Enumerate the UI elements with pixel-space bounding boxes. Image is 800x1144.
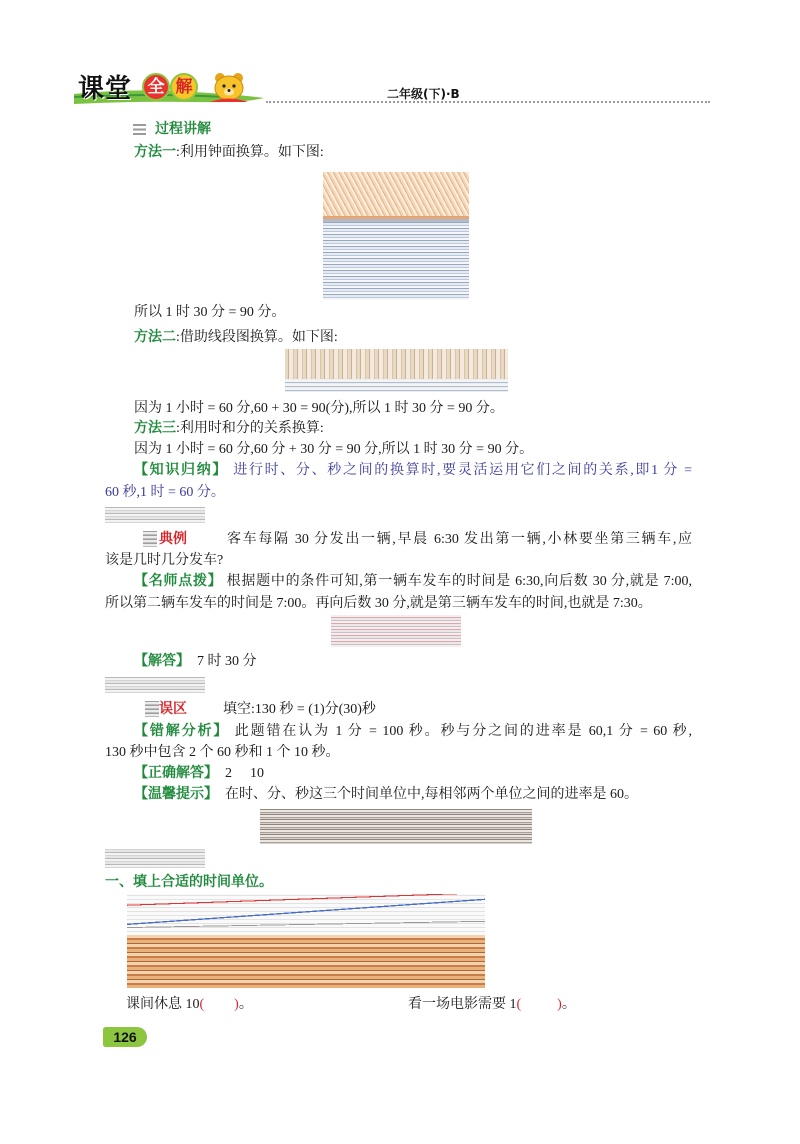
method1-result: 所以 1 时 30 分 = 90 分。 (134, 305, 286, 320)
exercise-item-2 (408, 994, 576, 1015)
error-analysis-label: 【错解分析】 (134, 724, 230, 739)
exercise-item-1-suffix: 。 (238, 997, 253, 1012)
example-section-band (105, 507, 205, 523)
grade-label: 二年级(下)·B (387, 87, 460, 101)
method3-label: 方法三 (134, 421, 176, 436)
logo-title: 课堂 (78, 74, 133, 104)
knowledge-label: 【知识归纳】 (134, 463, 229, 478)
mistake-tag-icon (145, 701, 159, 717)
mistake-tag: 误区 (159, 702, 187, 717)
logo-circle-jie: 解 (170, 73, 198, 101)
timeline-figure (331, 615, 461, 647)
reminder-label: 【温馨提示】 (134, 787, 218, 802)
exercise-item-2-suffix: 。 (561, 997, 576, 1012)
page-number: 126 (103, 1027, 147, 1047)
correct-answer-value1: 2 (225, 766, 232, 781)
method3-result: 因为 1 小时 = 60 分,60 分 + 30 分 = 90 分,所以 1 时 30 分 = 90 分。 (134, 442, 534, 457)
header-divider (266, 101, 710, 103)
answer-text: 7 时 30 分 (197, 654, 257, 669)
reminder-line (134, 784, 638, 805)
tip-label: 【名师点拨】 (134, 574, 223, 589)
knowledge-text-1: 进行时、分、秒之间的换算时,要灵活运用它们之间的关系,即1 分 = (233, 463, 693, 478)
exercise-item-2-close: ) (557, 997, 562, 1012)
knowledge-line1 (134, 460, 692, 481)
segment-diagram-figure (285, 349, 508, 392)
method1-line (134, 142, 324, 163)
example-question-line1: 客车每隔 30 分发出一辆,早晨 6:30 发出第一辆,小林要坐第三辆车,应 (227, 532, 692, 547)
method3-text: :利用时和分的关系换算: (176, 421, 324, 436)
correct-answer-line (134, 763, 264, 784)
exercise-title: 一、填上合适的时间单位。 (105, 875, 273, 890)
reminder-text: 在时、分、秒这三个时间单位中,每相邻两个单位之间的进率是 60。 (225, 787, 638, 802)
tip-line2: 所以第二辆车发车的时间是 7:00。再向后数 30 分,就是第三辆车发车的时间,也就是 7:30。 (105, 596, 652, 611)
correct-answer-value2: 10 (250, 766, 264, 781)
answer-label: 【解答】 (134, 654, 190, 669)
example-tag: 典例 (159, 532, 187, 547)
error-analysis-text-1: 此题错在认为 1 分 = 100 秒。秒与分之间的进率是 60,1 分 = 60 秒, (234, 724, 693, 739)
section-title-process: 过程讲解 (155, 122, 211, 137)
example-question-line2: 该是几时几分发车? (105, 553, 224, 568)
method1-label: 方法一 (134, 145, 176, 160)
section-lines-icon (133, 124, 146, 135)
error-analysis-line2: 130 秒中包含 2 个 60 秒和 1 个 10 秒。 (105, 745, 340, 760)
exercise-item-2-text: 看一场电影需要 1 (408, 997, 517, 1012)
knowledge-line2: 60 秒,1 时 = 60 分。 (105, 485, 225, 500)
tip-line1 (134, 571, 692, 592)
exercise-section-band (105, 849, 205, 868)
error-analysis-line1 (134, 721, 692, 742)
bear-mascot-icon (206, 71, 252, 103)
exercise-figure (127, 894, 485, 988)
mistake-section-band (105, 677, 205, 693)
exercise-item-1-text: 课间休息 10 (126, 997, 200, 1012)
method2-line (134, 327, 338, 348)
method2-label: 方法二 (134, 330, 176, 345)
answer-line (134, 651, 257, 672)
logo-circle-quan: 全 (142, 73, 170, 101)
method1-text: :利用钟面换算。如下图: (176, 145, 324, 160)
tip-text-1: 根据题中的条件可知,第一辆车发车的时间是 6:30,向后数 30 分,就是 7:00, (226, 574, 693, 589)
clock-figure (323, 172, 469, 300)
exercise-item-1-open: ( (199, 997, 205, 1012)
mistake-question: 填空:130 秒 = (1)分(30)秒 (223, 702, 376, 717)
correct-answer-label: 【正确解答】 (134, 766, 218, 781)
exercise-item-1 (126, 994, 253, 1015)
reminder-figure (260, 809, 532, 844)
exercise-item-2-open: ( (516, 997, 522, 1012)
method2-result: 因为 1 小时 = 60 分,60 + 30 = 90(分),所以 1 时 30 分 = 90 分。 (134, 401, 504, 416)
exercise-item-1-close: ) (234, 997, 239, 1012)
method2-text: :借助线段图换算。如下图: (176, 330, 338, 345)
method3-line (134, 418, 324, 439)
example-tag-icon (143, 531, 157, 547)
